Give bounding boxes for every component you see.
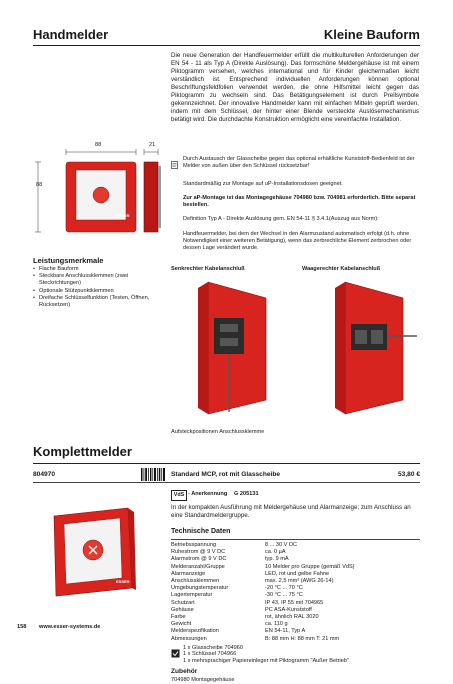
spec-value: IP 43, IP 55 mit 704965: [265, 599, 324, 606]
spec-value: typ. 9 mA: [265, 556, 289, 563]
scope-item: 1 x mehrsprachiger Papiereinleger mit Piktogramm "Außer Betrieb": [183, 658, 349, 665]
spec-row: [171, 614, 420, 621]
connection-caption: Aufsteckpositionen Anschlussklemme: [171, 429, 265, 435]
note-type-a-description: Handfeuermelder, bei dem der Wechsel in den Alarmzustand automatisch erfolgt (d.h. ohne Notwendigkeit einer weiteren Betätigung), wenn das zerbrechliche Element zerbrochen oder dessen Lage verändert wurde.: [183, 231, 412, 252]
connection-vertical-image: [178, 278, 278, 418]
feature-item: • Steckbare Anschlussklemmen (zwei Steckrichtungen): [33, 273, 163, 287]
product-row-rule: [33, 482, 420, 483]
spec-row: [171, 571, 420, 578]
spec-value: LED, rot und gelbe Fahne: [265, 570, 330, 577]
section-title: Komplettmelder: [33, 444, 132, 459]
intro-text: Die neue Generation der Handfeuermelder erfüllt die multikulturellen Anforderungen der EN 54 - 11 als Typ A (Direkte Auslösung). Das formschöne Meldergehäuse ist mit einem Piktogramm versehen, welches international und für Kinder gleichermaßen leicht verständlich ist. Entsprechend individuellen Anforderungen können optional Beschriftungsfeldfolien verwendet werden, die ohne Hilfsmittel leicht gegen das Piktogramm zu wechseln sind. Das Betätigungselement ist durch Prellsymbole gekennzeichnet. Der innovative Handmelder kann mit einfachen Mitteln geprüft werden, indem mit dem Schlüssel, der hinter einer Blende versteckte Auslösemechanismus betätigt wird. Die durchdachte Konstruktion ermöglicht eine vereinfachte Installation.: [171, 52, 419, 123]
spec-row: [171, 556, 420, 563]
specs-table: [171, 542, 420, 643]
scope-icon: [171, 645, 180, 663]
spec-key: Farbe: [171, 614, 186, 621]
spec-value: 8 ... 30 V DC: [265, 542, 298, 548]
product-description: In der kompakten Ausführung mit Meldergehäuse und Alarmanzeige; zum Anschluss an eine Standardmeldergruppe.: [171, 504, 411, 519]
barcode-icon: [141, 468, 165, 481]
spec-row: [171, 592, 420, 599]
spec-value: ca. 0 µA: [265, 549, 286, 556]
spec-key: Lagertemperatur: [171, 592, 213, 599]
specs-title-rule: [171, 539, 420, 540]
page-title-right: Kleine Bauform: [323, 27, 420, 42]
spec-value: PC ASA-Kunststoff: [265, 606, 312, 613]
note-type-a-definition: Definition Typ A - Direkte Auslösung gem. EN 54-11 § 3.4.1(Auszug aus Norm):: [183, 216, 379, 222]
page-title-left: Handmelder: [33, 27, 109, 42]
spec-value: -30 °C ... 75 °C: [265, 592, 303, 599]
scope-item: 1 x Glasscheibe 704960: [183, 644, 244, 651]
spec-row: [171, 636, 420, 643]
spec-row: [171, 585, 420, 592]
spec-value: rot, ähnlich RAL 3020: [265, 614, 319, 621]
vds-logo-icon: VdS: [171, 490, 187, 501]
approval-label: - Anerkennung: [188, 491, 228, 497]
note-glass-replacement: Durch Austausch der Glasscheibe gegen das optional erhältliche Kunststoff-Bedienfeld ist der Melder von außen über den Schlüssel rücksetzbar!: [183, 156, 415, 170]
product-number: 804970: [33, 471, 56, 478]
spec-row: [171, 549, 420, 556]
spec-row: [171, 564, 420, 571]
accessories-title: Zubehör: [171, 667, 198, 675]
spec-row: [171, 600, 420, 607]
spec-value: -20 °C ... 70 °C: [265, 585, 303, 592]
note-up-installation: Standardmäßig zur Montage auf uP-Installationsdosen geeignet.: [183, 181, 343, 187]
footer-url: www.esser-systems.de: [39, 624, 101, 630]
spec-key: Umgebungstemperatur: [171, 585, 229, 592]
section-rule: [33, 463, 420, 464]
spec-value: ca. 110 g: [265, 621, 288, 628]
product-name: Standard MCP, rot mit Glasscheibe: [171, 471, 281, 478]
product-photo: [48, 506, 136, 598]
spec-row: [171, 542, 420, 549]
spec-key: Alarmanzeige: [171, 570, 206, 577]
spec-row: [171, 628, 420, 635]
connection-horizontal-image: [315, 278, 420, 418]
spec-key: Ruhestrom @ 9 V DC: [171, 549, 226, 556]
features-list: [33, 266, 163, 309]
brand-label: ESSER: [116, 213, 130, 218]
spec-row: [171, 607, 420, 614]
spec-key: Gewicht: [171, 621, 192, 628]
feature-item: • Optionale Stützpunktklemmen: [33, 288, 163, 295]
product-price: 53,80 €: [398, 471, 420, 478]
feature-item: • Flache Bauform: [33, 266, 163, 273]
spec-key: Melderanzahl/Gruppe: [171, 563, 225, 570]
spec-value: B: 88 mm H: 88 mm T: 21 mm: [265, 635, 340, 642]
scope-item: 1 x Schlüssel 704966: [183, 651, 237, 658]
features-title: Leistungsmerkmale: [33, 256, 104, 265]
spec-key: Betriebsspannung: [171, 542, 217, 548]
dimension-height-label: 88: [36, 182, 43, 188]
header-rule: [33, 45, 420, 46]
spec-key: Melderspezifikation: [171, 628, 219, 635]
spec-value: EN 54-11, Typ A: [265, 628, 306, 635]
spec-key: Anschlussklemmen: [171, 578, 220, 585]
note-ap-montage: Zur aP-Montage ist das Montagegehäuse 704980 bzw. 704981 erforderlich. Bitte separat bestellen.: [183, 195, 416, 209]
connection-horizontal-label: Waagerechter Kabelanschluß: [302, 266, 381, 272]
dimension-drawing: [34, 140, 170, 250]
approval-number: G 205131: [234, 491, 259, 497]
spec-key: Schutzart: [171, 599, 195, 606]
specs-title: Technische Daten: [171, 528, 231, 535]
product-photo-brand: ESSER: [116, 579, 130, 584]
spec-value: 10 Melder pro Gruppe (gemäß VdS): [265, 563, 355, 570]
spec-key: Gehäuse: [171, 606, 194, 613]
page-number: 158: [17, 624, 27, 630]
spec-key: Abmessungen: [171, 635, 207, 642]
info-note-icon: [171, 156, 178, 164]
connection-vertical-label: Senkrechter Kabelanschluß: [171, 266, 245, 272]
feature-item: • Dreifache Schlüsselfunktion (Testen, Öffnen, Rücksetzen): [33, 295, 163, 309]
spec-row: [171, 621, 420, 628]
spec-key: Alarmstrom @ 9 V DC: [171, 556, 227, 563]
dimension-depth-label: 21: [149, 142, 156, 148]
spec-value: max. 2,5 mm² (AWG 26-14): [265, 578, 334, 585]
dimension-width-label: 88: [95, 142, 102, 148]
accessory-item: 704980 Montagegehäuse: [171, 676, 235, 683]
spec-row: [171, 578, 420, 585]
